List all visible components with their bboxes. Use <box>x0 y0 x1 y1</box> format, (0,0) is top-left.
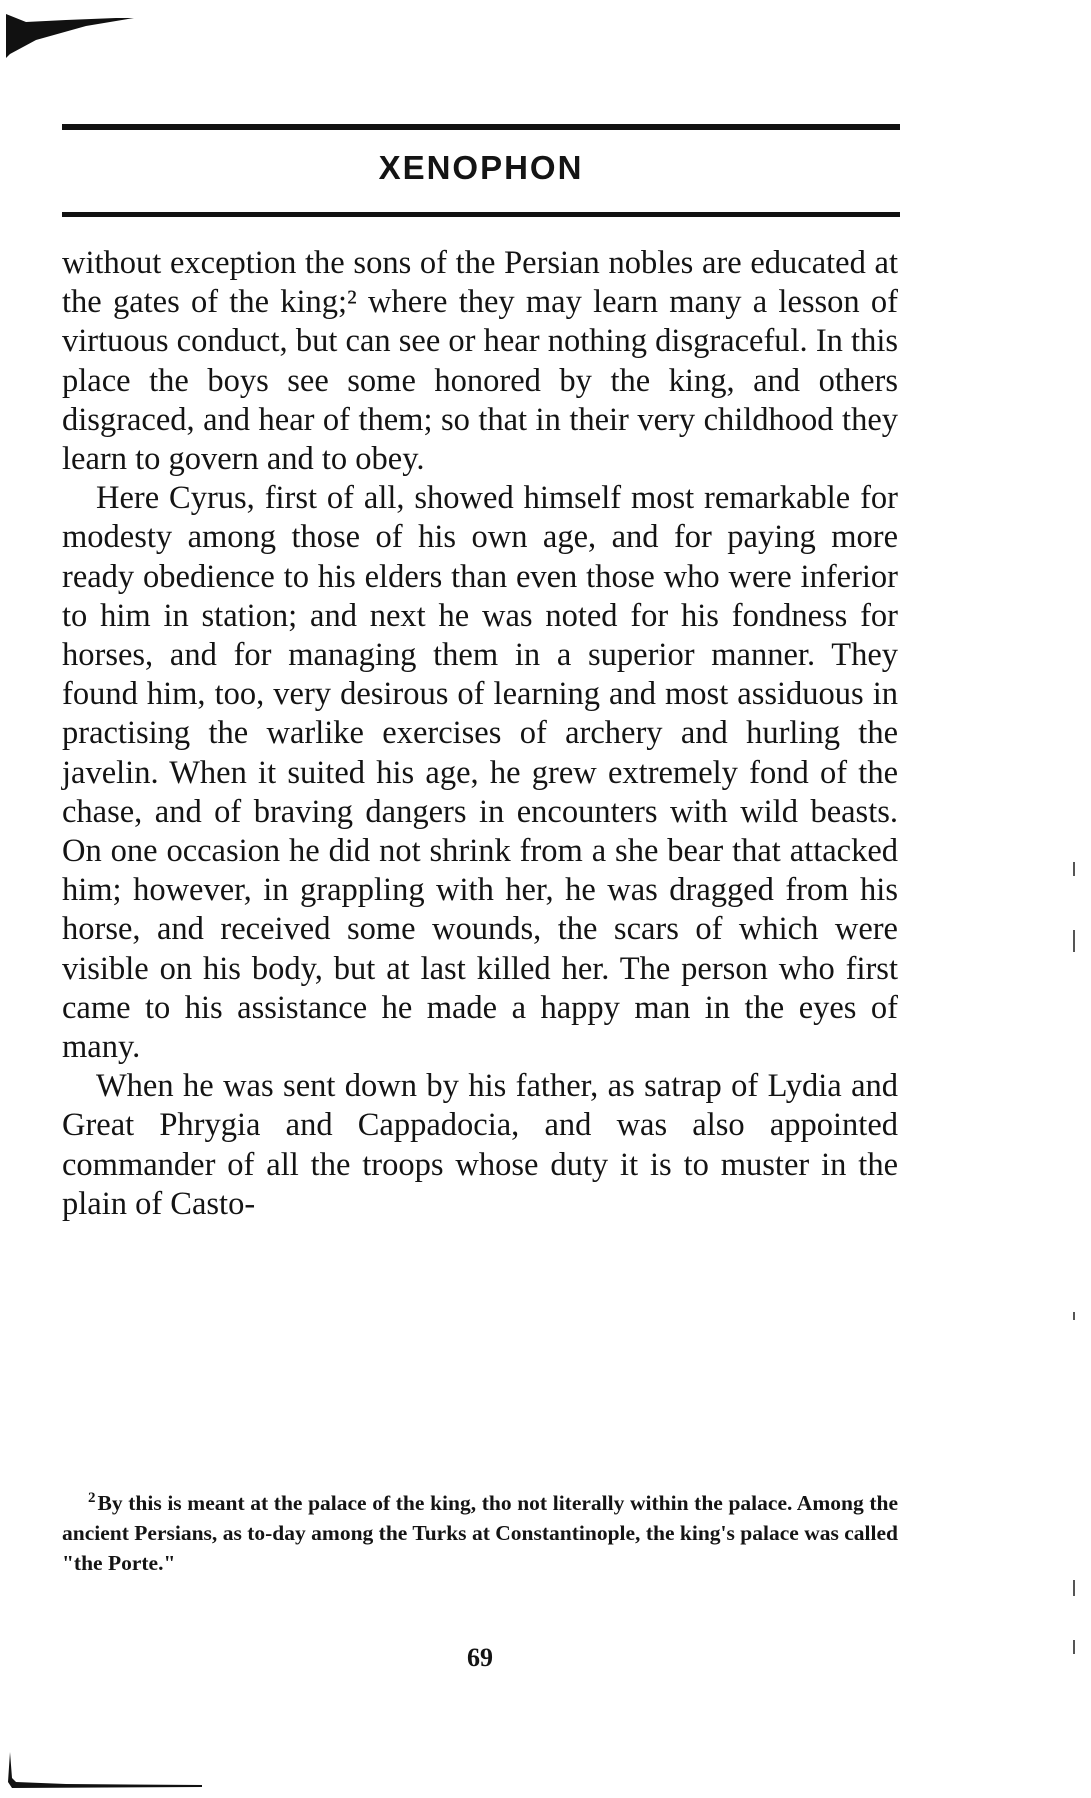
paragraph: Here Cyrus, first of all, showed himself most remarkable for modesty among those of his own age, and for paying more ready obedience to his elders than even those who were inferior to him in station; and next he was noted for his fondness for horses, and for managing them in a superior manner. They found him, too, very desirous of learning and most assiduous in practising the warlike exercises of archery and hurling the javelin. When it suited his age, he grew extremely fond of the chase, and of braving dangers in encounters with wild beasts. On one occasion he did not shrink from a she bear that attacked him; however, in grappling with her, he was dragged from his horse, and received some wounds, the scars of which were visible on his body, but at last killed her. The person who first came to his assistance he made a happy man in the eyes of many. <box>62 480 898 1066</box>
running-head: XENOPHON <box>378 149 584 186</box>
scan-edge-tick <box>1073 1312 1075 1320</box>
header-bottom-rule <box>62 212 900 217</box>
scan-edge-tick <box>1073 1640 1075 1654</box>
scan-edge-tick <box>1073 1580 1075 1596</box>
paragraph: When he was sent down by his father, as satrap of Lydia and Great Phrygia and Cappadocia, and was also appointed commander of all the troops whose duty it is to muster in the plain of Casto- <box>62 1068 898 1222</box>
header-top-rule <box>62 124 900 130</box>
corner-mark <box>6 14 136 63</box>
footnote-marker: 2 <box>88 1489 96 1506</box>
scan-edge-tick <box>1073 930 1075 952</box>
body-text <box>62 244 898 1224</box>
scan-edge-tick <box>1073 862 1075 876</box>
page-number: 69 <box>467 1643 493 1672</box>
bottom-mark <box>6 1752 206 1795</box>
paragraph: without exception the sons of the Persian nobles are educated at the gates of the king;² where they may learn many a lesson of virtuous conduct, but can see or hear nothing disgraceful. In this place the boys see some honored by the king, and others disgraced, and hear of them; so that in their very childhood they learn to govern and to obey. <box>62 245 898 478</box>
footnote <box>62 1488 898 1578</box>
footnote-text: By this is meant at the palace of the king, tho not literally within the palace. Among the ancient Persians, as to-day among the Turks at Constantinople, the king's palace was called "the Porte." <box>62 1491 898 1575</box>
